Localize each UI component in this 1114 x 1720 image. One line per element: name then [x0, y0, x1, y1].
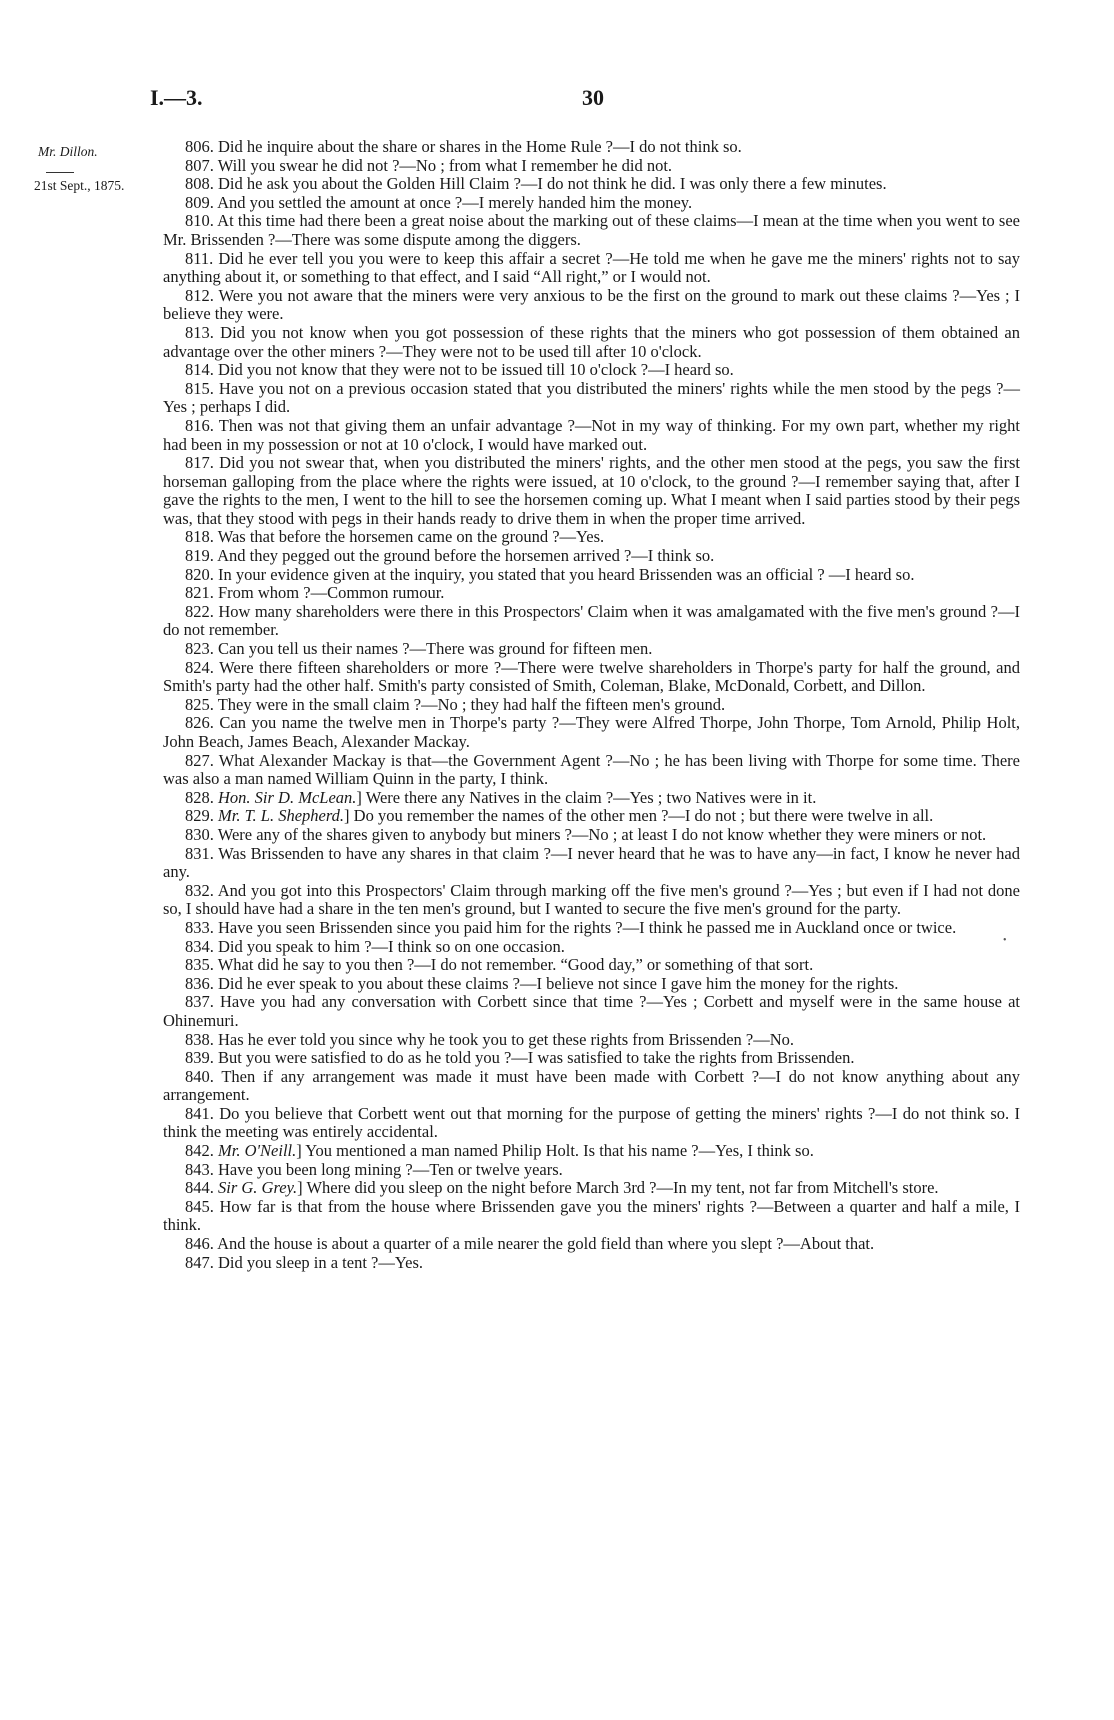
question-answer-entry: 827. What Alexander Mackay is that—the Government Agent ?—No ; he has been living with Thorpe for some time. There was also a man named William Quinn in the party, I think. — [163, 750, 1020, 789]
entry-number: 829. — [185, 806, 214, 826]
testimony-body — [163, 138, 1020, 1272]
entry-text: ] Where did you sleep on the night before March 3rd ?—In my tent, not far from Mitchell's store. — [297, 1178, 939, 1198]
entry-speaker: Mr. T. L. Shepherd. — [218, 806, 345, 826]
question-answer-entry: 810. At this time had there been a great noise about the marking out of these claims—I mean at the time when you went to see Mr. Brissenden ?—There was some dispute among the diggers. — [163, 211, 1020, 249]
parliamentary-paper-reference: I.—3. — [150, 85, 203, 110]
entry-text: ] Do you remember the names of the other men ?—I do not ; but there were twelve in all. — [344, 806, 934, 826]
question-answer-entry: 823. Can you tell us their names ?—There was ground for fifteen men. — [185, 639, 653, 659]
question-answer-entry: 843. Have you been long mining ?—Ten or twelve years. — [185, 1159, 563, 1179]
entry-speaker: Sir G. Grey. — [218, 1178, 298, 1198]
margin-divider — [46, 172, 74, 173]
entry-number: 842. — [185, 1141, 214, 1161]
question-answer-entry: 817. Did you not swear that, when you distributed the miners' rights, and the other men stood at the pegs, you saw the first horseman galloping from the place where the rights were issued, at 10 o'clock, to the ground ?—I remember saying that, after I gave the rights to the men, I went to the hill to see the horsemen coming up. What I meant when I said parties stood by their pegs was, that they stood with pegs in their hands ready to drive them in when the proper time arrived. — [163, 453, 1020, 528]
question-answer-entry: 847. Did you sleep in a tent ?—Yes. — [185, 1252, 424, 1272]
entry-text: ] Were there any Natives in the claim ?—Yes ; two Natives were in it. — [356, 787, 817, 807]
question-answer-entry: 837. Have you had any conversation with Corbett since that time ?—Yes ; Corbett and myself were in the same house at Ohinemuri. — [163, 992, 1020, 1030]
question-answer-entry: 831. Was Brissenden to have any shares in that claim ?—I never heard that he was to have any—in fact, I know he never had any. — [163, 843, 1020, 882]
question-answer-entry: 826. Can you name the twelve men in Thorpe's party ?—They were Alfred Thorpe, John Thorpe, Tom Arnold, Philip Holt, John Beach, James Beach, Alexander Mackay. — [163, 713, 1020, 751]
entry-speaker: Hon. Sir D. McLean. — [218, 787, 357, 807]
question-answer-entry — [163, 807, 1020, 826]
margin-witness-name: Mr. Dillon. — [38, 144, 98, 159]
question-answer-entry: 812. Were you not aware that the miners were very anxious to be the first on the ground to mark out these claims ?—Yes ; I believe they were. — [163, 285, 1020, 324]
entry-number: 828. — [185, 787, 214, 807]
question-answer-entry: 808. Did he ask you about the Golden Hill Claim ?—I do not think he did. I was only there a few minutes. — [185, 174, 887, 194]
question-answer-entry: 815. Have you not on a previous occasion stated that you distributed the miners' rights while the men stood by the pegs ?—Yes ; perhaps I did. — [163, 378, 1020, 417]
stray-dot-mark: • — [1003, 935, 1007, 946]
question-answer-entry: 814. Did you not know that they were not to be issued till 10 o'clock ?—I heard so. — [185, 360, 734, 380]
question-answer-entry — [163, 1142, 1020, 1161]
question-answer-entry: 830. Were any of the shares given to anybody but miners ?—No ; at least I do not know whether they were miners or not. — [185, 824, 987, 844]
question-answer-entry: 807. Will you swear he did not ?—No ; from what I remember he did not. — [185, 155, 673, 175]
page-number: 30 — [582, 85, 604, 110]
question-answer-entry: 835. What did he say to you then ?—I do not remember. “Good day,” or something of that sort. — [185, 955, 814, 975]
question-answer-entry: 846. And the house is about a quarter of a mile nearer the gold field than where you slept ?—About that. — [185, 1234, 875, 1254]
question-answer-entry: 813. Did you not know when you got possession of these rights that the miners who got possession of them obtained an advantage over the other miners ?—They were not to be used till after 10 o'clock. — [163, 322, 1020, 361]
question-answer-entry: 825. They were in the small claim ?—No ; they had half the fifteen men's ground. — [185, 694, 726, 714]
entry-number: 844. — [185, 1178, 214, 1198]
question-answer-entry: 818. Was that before the horsemen came on the ground ?—Yes. — [185, 527, 605, 547]
question-answer-entry: 819. And they pegged out the ground before the horsemen arrived ?—I think so. — [185, 546, 715, 566]
entry-speaker: Mr. O'Neill. — [218, 1141, 297, 1161]
question-answer-entry: 824. Were there fifteen shareholders or more ?—There were twelve shareholders in Thorpe's party for half the ground, and Smith's party had the other half. Smith's party consisted of Smith, Coleman, Blake, McDonald, Corbett, and Dillon. — [163, 657, 1020, 696]
question-answer-entry: 838. Has he ever told you since why he took you to get these rights from Brissenden ?—No. — [185, 1029, 795, 1049]
question-answer-entry: 821. From whom ?—Common rumour. — [185, 583, 445, 603]
question-answer-entry: 833. Have you seen Brissenden since you paid him for the rights ?—I think he passed me in Auckland once or twice. — [185, 917, 957, 937]
question-answer-entry: 820. In your evidence given at the inquiry, you stated that you heard Brissenden was an official ? —I heard so. — [185, 564, 915, 584]
question-answer-entry: 841. Do you believe that Corbett went out that morning for the purpose of getting the miners' rights ?—I do not think so. I think the meeting was entirely accidental. — [163, 1103, 1020, 1142]
question-answer-entry: 806. Did he inquire about the share or shares in the Home Rule ?—I do not think so. — [185, 137, 742, 156]
question-answer-entry: 840. Then if any arrangement was made it must have been made with Corbett ?—I do not know anything about any arrangement. — [163, 1066, 1020, 1105]
question-answer-entry: 809. And you settled the amount at once ?—I merely handed him the money. — [185, 192, 693, 212]
question-answer-entry: 816. Then was not that giving them an unfair advantage ?—Not in my way of thinking. For my own part, whether my right had been in my possession or not at 10 o'clock, I would have marked out. — [163, 415, 1020, 454]
question-answer-entry — [163, 789, 1020, 808]
question-answer-entry: 836. Did he ever speak to you about these claims ?—I believe not since I gave him the money for the rights. — [185, 973, 899, 993]
entry-text: ] You mentioned a man named Philip Holt. Is that his name ?—Yes, I think so. — [296, 1141, 814, 1161]
question-answer-entry — [163, 1179, 1020, 1198]
question-answer-entry: 832. And you got into this Prospectors' Claim through marking off the five men's ground ?—Yes ; but even if I had not done so, I should have had a share in the ten men's ground, but I wanted to secure the five men's ground for the party. — [163, 880, 1020, 919]
question-answer-entry: 834. Did you speak to him ?—I think so on one occasion. — [185, 936, 565, 956]
question-answer-entry: 811. Did he ever tell you you were to keep this affair a secret ?—He told me when he gave me the miners' rights not to say anything about it, or something to that effect, and I said “All right,” or I would not. — [163, 248, 1020, 287]
question-answer-entry: 839. But you were satisfied to do as he told you ?—I was satisfied to take the rights from Brissenden. — [185, 1048, 855, 1068]
margin-date: 21st Sept., 1875. — [34, 178, 125, 193]
question-answer-entry: 845. How far is that from the house where Brissenden gave you the miners' rights ?—Between a quarter and half a mile, I think. — [163, 1196, 1020, 1235]
question-answer-entry: 822. How many shareholders were there in this Prospectors' Claim when it was amalgamated with the five men's ground ?—I do not remember. — [163, 601, 1020, 640]
